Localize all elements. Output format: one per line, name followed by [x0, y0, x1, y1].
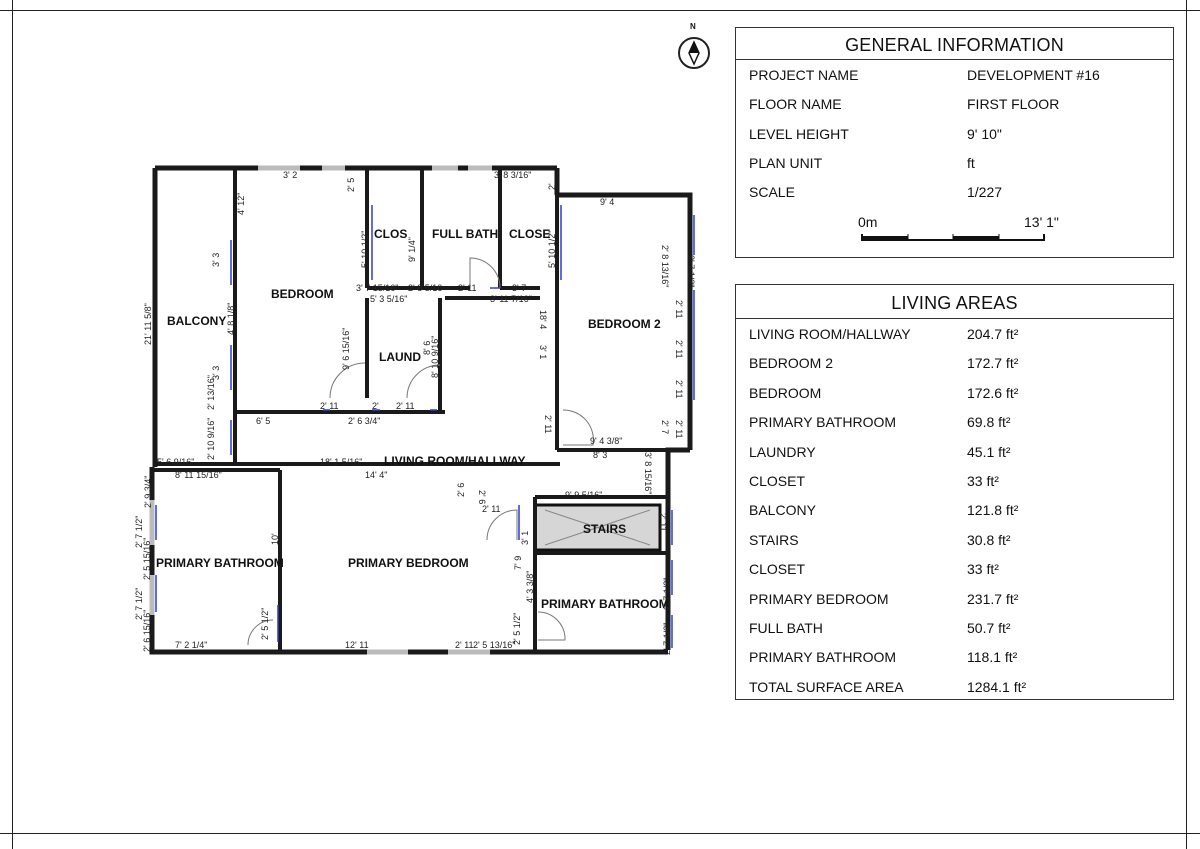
living-area-label: PRIMARY BATHROOM	[749, 649, 897, 666]
living-area-value: 50.7 ft²	[967, 620, 1011, 636]
dimension-label: 14' 4"	[365, 470, 388, 480]
dimension-label: 2' 7 1/2"	[134, 515, 144, 548]
living-area-label: CLOSET	[749, 473, 806, 489]
living-areas-panel	[735, 284, 1174, 700]
living-area-label: PRIMARY BEDROOM	[749, 590, 889, 607]
living-area-value: 231.7 ft²	[967, 590, 1019, 607]
dimension-label: 2' 7 1/2"	[134, 587, 144, 620]
living-area-label: PRIMARY BATHROOM	[749, 414, 897, 431]
living-area-label: CLOSET	[749, 561, 806, 578]
dimension-label: 8' 10 9/16"	[430, 335, 440, 378]
dimension-label: 8' 11 15/16"	[175, 470, 222, 480]
living-area-value: 204.7 ft²	[967, 326, 1019, 342]
frame-right-line	[1186, 0, 1187, 849]
dimension-label: 2' 8 13/16"	[660, 245, 670, 288]
info-row	[736, 178, 1173, 207]
scale-bar	[861, 230, 1061, 244]
living-area-value: 45.1 ft²	[967, 443, 1011, 460]
dimension-label: 12' 11	[345, 640, 369, 650]
dimension-label: 3' 7 15/16"	[356, 283, 399, 293]
info-value: ft	[967, 155, 975, 171]
living-area-label: BEDROOM 2	[749, 355, 834, 372]
dimension-label: 3' 1	[538, 345, 548, 360]
room-label-closet-2: CLOSE	[509, 227, 551, 241]
dimension-label: 2' 11	[482, 504, 501, 514]
dimension-label: 2' 6	[456, 482, 466, 497]
room-label-full-bath: FULL BATH	[432, 227, 499, 241]
dimension-label: 2' 13/16"	[206, 375, 216, 410]
dimension-label: 9' 4 3/8"	[590, 436, 623, 446]
room-label-living: LIVING ROOM/HALLWAY	[384, 454, 526, 468]
living-area-row	[736, 643, 1173, 672]
dimension-label: 3' 2	[283, 170, 298, 180]
dimension-label: 5' 3 5/16"	[370, 294, 408, 304]
info-row	[736, 149, 1173, 178]
info-row	[736, 90, 1173, 119]
dimension-label: 9' 9 5/16"	[565, 490, 603, 500]
dimension-label: 2' 11	[674, 340, 684, 359]
dimension-label: 2' 5 1/2"	[512, 612, 522, 645]
dimension-label: 2' 7	[660, 420, 670, 435]
living-area-label: LAUNDRY	[749, 443, 816, 460]
info-label: PROJECT NAME	[749, 67, 859, 83]
info-label: PLAN UNIT	[749, 155, 823, 171]
dimension-label: 2' 6	[477, 490, 487, 505]
dimension-label: 2' 6 15/16"	[142, 609, 152, 652]
dimension-label: 9' 1/4"	[407, 237, 417, 262]
room-label-primary-bath-right: PRIMARY BATHROOM	[541, 597, 669, 611]
info-value: 1/227	[967, 184, 1003, 200]
dimension-label: 5' 10 1/2"	[547, 230, 557, 268]
dimension-label: 18' 4	[538, 310, 548, 330]
dimension-label: 2' 6 3/4"	[348, 416, 381, 426]
dimension-label: 2' 7 1/2"	[662, 622, 672, 655]
living-area-label: BALCONY	[749, 502, 816, 519]
dimension-label: 8' 6	[422, 340, 432, 355]
dimension-label: -2' 8 5/16	[405, 283, 443, 293]
compass-north-label: N	[690, 22, 696, 31]
dimension-label: 3' 1	[520, 530, 530, 545]
scale-bar-end-label: 13' 1"	[1024, 214, 1059, 230]
dimension-label: 4' 12"	[236, 192, 246, 215]
info-label: SCALE	[749, 184, 795, 200]
living-area-row	[736, 379, 1173, 408]
dimension-label: 2' 11	[396, 401, 415, 411]
dimension-label: 3' 3	[211, 252, 221, 267]
dimension-label: 7' 2 1/4"	[175, 640, 208, 650]
living-area-row	[736, 555, 1173, 584]
living-area-value: 172.6 ft²	[967, 384, 1019, 401]
dimension-label: 5' 6 9/16"	[157, 457, 195, 467]
living-area-label: FULL BATH	[749, 620, 823, 636]
living-area-row	[736, 467, 1173, 496]
dimension-label: 7' 9	[513, 555, 523, 570]
dimension-label: 2' 11	[658, 513, 668, 532]
living-area-label: BEDROOM	[749, 384, 822, 401]
living-area-row	[736, 349, 1173, 378]
living-areas-title: LIVING AREAS	[891, 293, 1018, 313]
living-area-value: 33 ft²	[967, 473, 999, 489]
dimension-label: 3' 7	[512, 283, 527, 293]
room-label-closet-1: CLOS	[374, 227, 408, 241]
dimension-label: 8' 3	[593, 450, 608, 460]
dimension-label: 2' 9 3/4"	[143, 475, 153, 508]
living-area-row	[736, 496, 1173, 525]
dimension-label: 4' 8 1/8"	[226, 302, 236, 335]
dimension-label: 2'	[372, 401, 379, 411]
dimension-label: 21' 11 5/8"	[143, 303, 153, 345]
living-area-label: LIVING ROOM/HALLWAY	[749, 326, 911, 342]
living-area-row	[736, 526, 1173, 555]
living-area-value: 69.8 ft²	[967, 414, 1011, 431]
dimension-label: 2' 11	[458, 283, 477, 293]
living-area-label: TOTAL SURFACE AREA	[749, 678, 904, 695]
dimension-label: 3' 8 15/16"	[643, 452, 653, 495]
room-label-bedroom: BEDROOM	[271, 287, 334, 301]
dimension-label: 2' 7 1/2"	[686, 255, 696, 288]
dimension-label: 3' 3	[211, 365, 221, 380]
dimension-label: 6' 5	[256, 416, 271, 426]
room-label-balcony: BALCONY	[167, 314, 227, 328]
general-information-title: GENERAL INFORMATION	[845, 35, 1064, 55]
general-information-panel	[735, 27, 1174, 258]
dimension-label: 2' 11	[455, 640, 474, 650]
living-area-value: 1284.1 ft²	[967, 678, 1027, 695]
living-area-value: 121.8 ft²	[967, 502, 1019, 519]
dimension-label: 2' 10 9/16"	[206, 417, 216, 460]
room-label-laundry: LAUND	[379, 350, 421, 364]
info-row	[736, 61, 1173, 90]
title-divider	[736, 59, 1173, 60]
living-area-value: 118.1 ft²	[967, 649, 1018, 666]
room-label-primary-bath-left: PRIMARY BATHROOM	[156, 556, 284, 570]
info-label: FLOOR NAME	[749, 96, 842, 112]
dimension-label: 2' 5 13/16"	[473, 640, 516, 650]
living-area-value: 30.8 ft²	[967, 531, 1011, 548]
dimension-label: 4' 3 3/8"	[525, 570, 535, 603]
dimension-label: 2' 7 1/2"	[662, 577, 672, 610]
dimension-label: 2' 11	[674, 380, 684, 399]
info-value: 9' 10"	[967, 126, 1002, 142]
living-area-row	[736, 408, 1173, 437]
living-area-row	[736, 438, 1173, 467]
living-area-row	[736, 585, 1173, 614]
dimension-label: 2'	[547, 183, 557, 190]
dimension-label: 5' 10 1/2"	[360, 230, 370, 268]
dimension-label: 9' 4	[600, 197, 615, 207]
dimension-label: 18' 1 5/16"	[320, 457, 363, 467]
info-row	[736, 120, 1173, 149]
dimension-label: 2' 11	[674, 420, 684, 439]
room-label-bedroom-2: BEDROOM 2	[588, 317, 661, 331]
info-label: LEVEL HEIGHT	[749, 126, 849, 142]
living-area-label: STAIRS	[749, 531, 799, 548]
info-value: DEVELOPMENT #16	[967, 67, 1100, 83]
living-area-value: 172.7 ft²	[967, 355, 1019, 372]
living-area-row	[736, 320, 1173, 349]
living-area-value: 33 ft²	[967, 561, 999, 578]
dimension-label: 2' 11	[674, 300, 684, 319]
living-area-row	[736, 673, 1173, 702]
dimension-label: 2' 11	[543, 415, 553, 434]
dimension-label: 2' 5	[346, 177, 356, 192]
title-divider	[736, 318, 1173, 319]
dimension-label: 2' 11	[320, 401, 339, 411]
dimension-label: 9' 6 15/16"	[341, 327, 351, 370]
info-value: FIRST FLOOR	[967, 96, 1060, 112]
dimension-label: 2' 5 15/16"	[142, 537, 152, 580]
dimension-label: 3' 8 3/16"	[494, 170, 532, 180]
room-label-primary-bedroom: PRIMARY BEDROOM	[348, 556, 469, 570]
scale-bar-start-label: 0m	[858, 214, 878, 230]
dimension-label: 2' 5 1/2"	[260, 607, 270, 640]
room-label-stairs: STAIRS	[583, 522, 627, 536]
dimension-label: 10'	[270, 533, 280, 545]
dimension-label: 3' 11 7/16"	[490, 294, 532, 304]
living-area-row	[736, 614, 1173, 643]
